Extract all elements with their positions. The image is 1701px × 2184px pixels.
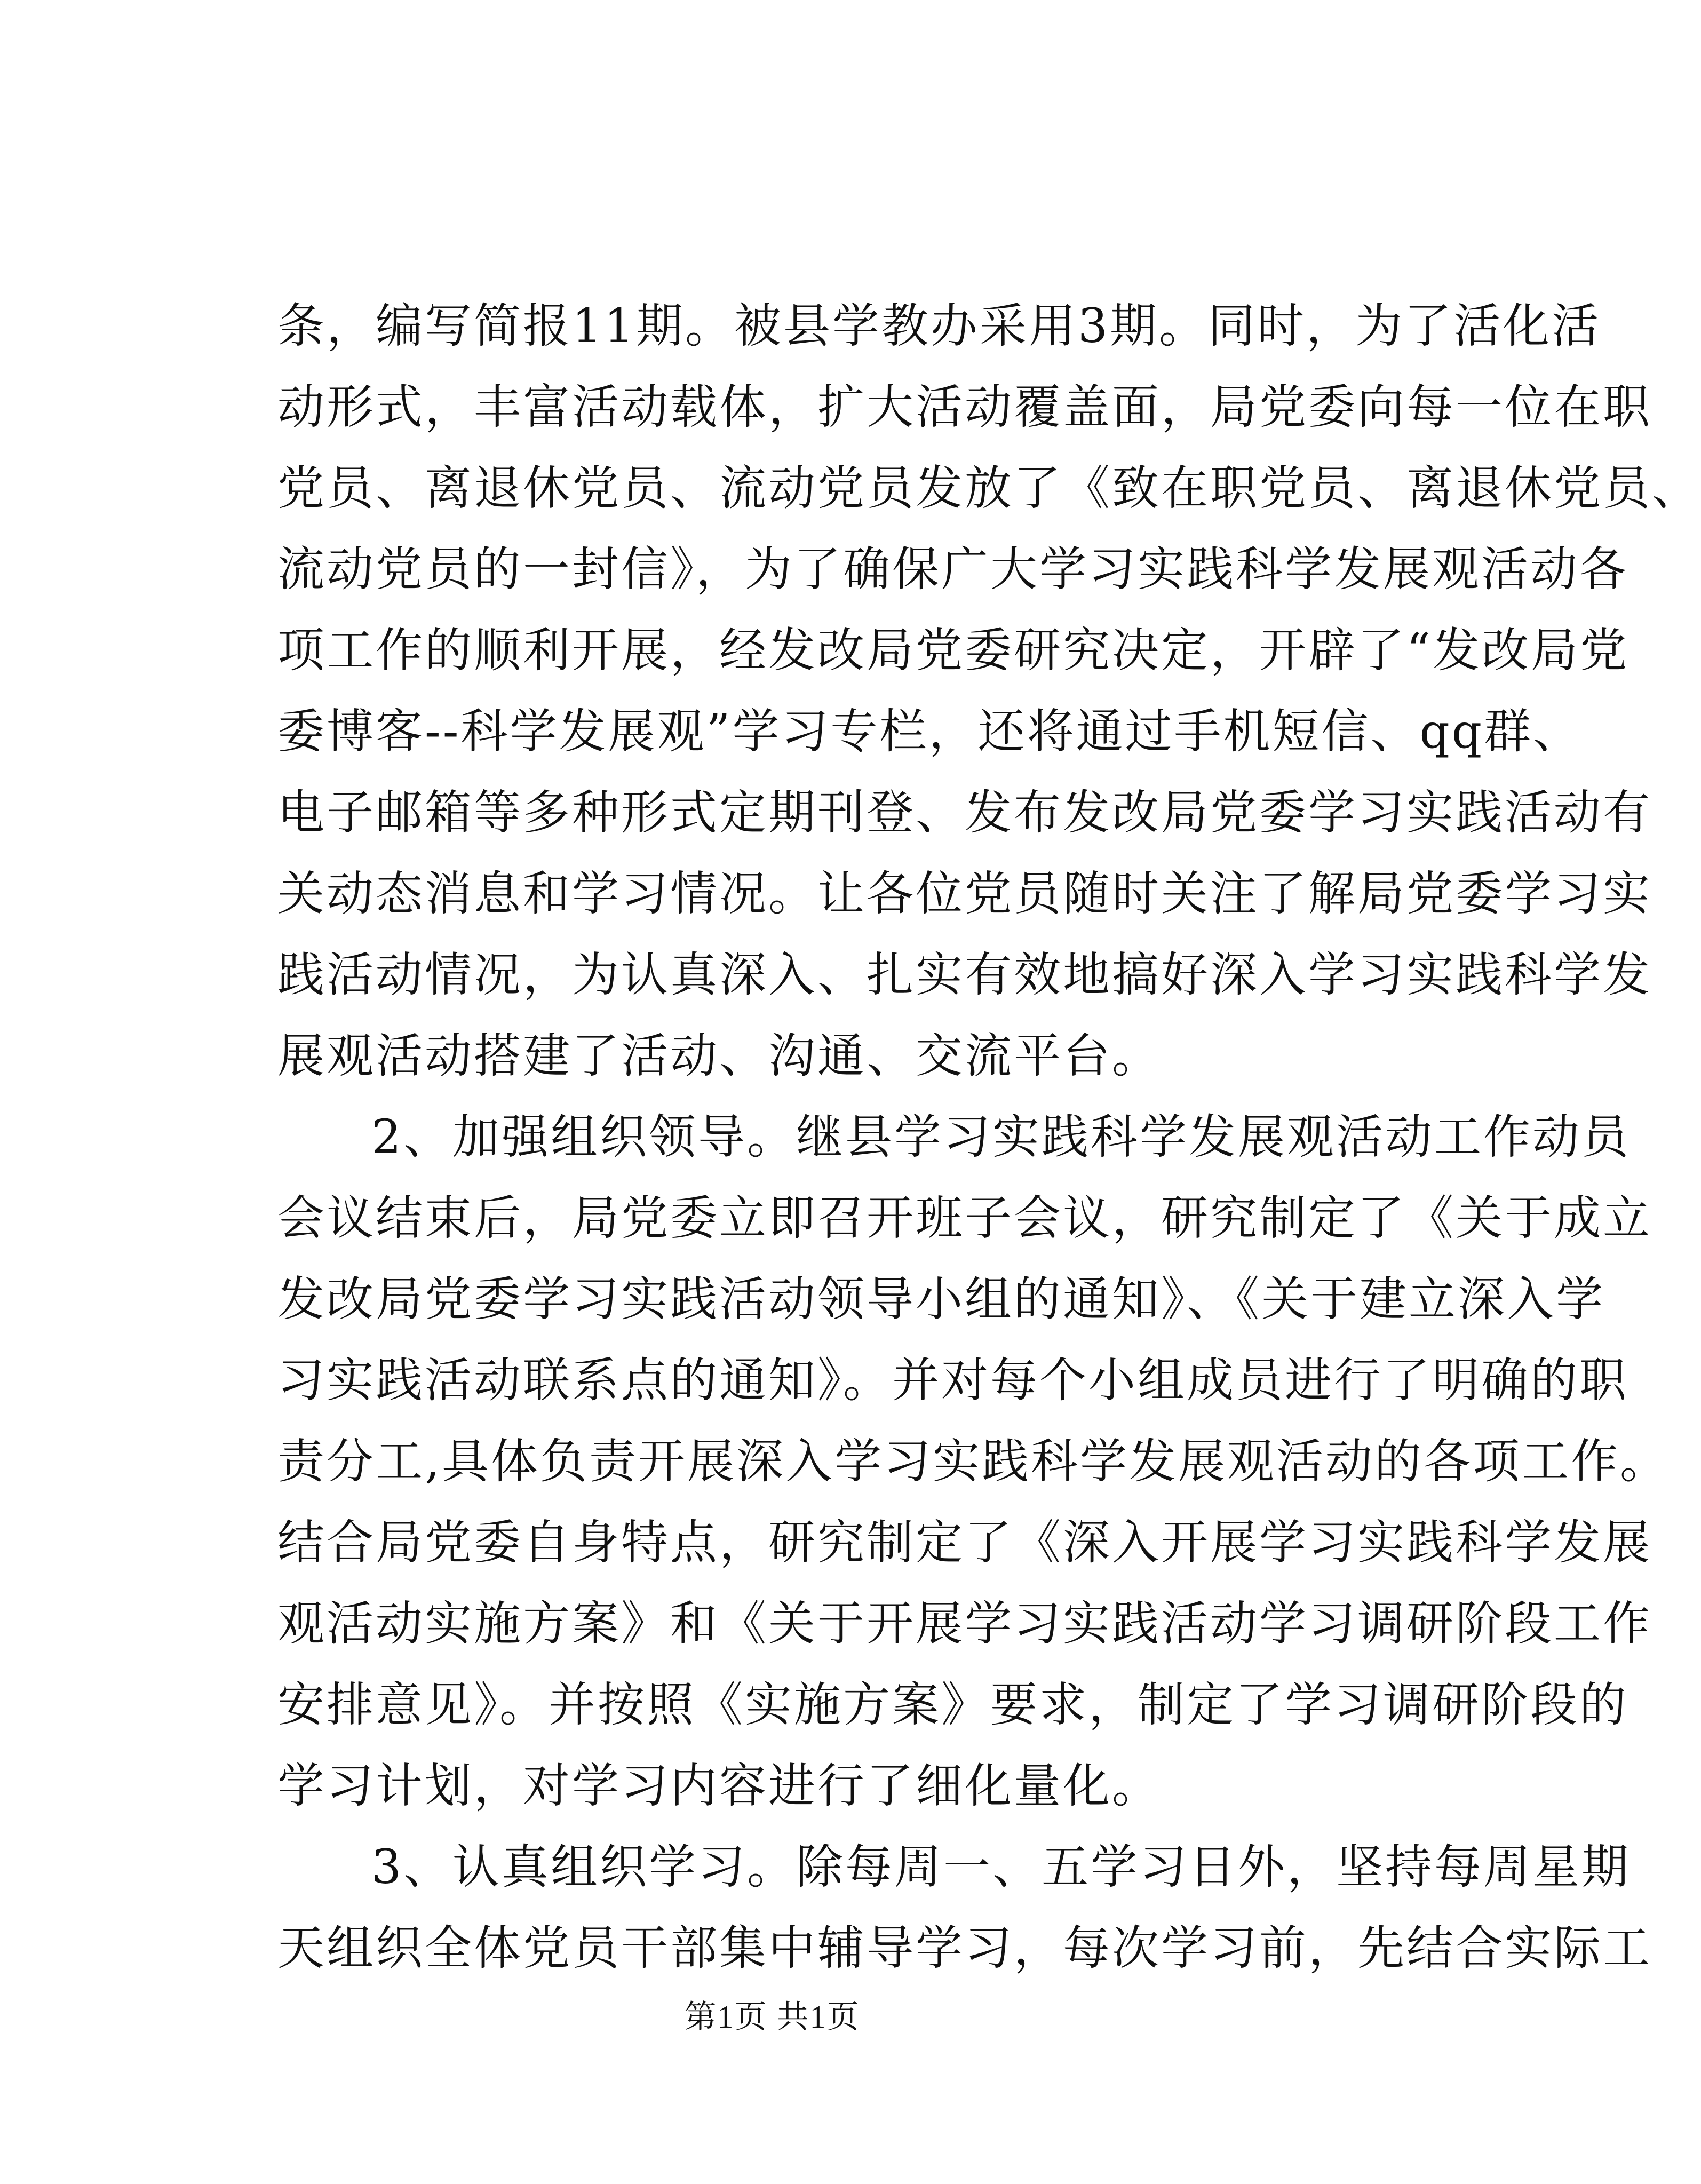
text-line: 条，编写简报11期。被县学教办采用3期。同时，为了活化活 <box>277 298 1601 353</box>
text-line: 践活动情况，为认真深入、扎实有效地搞好深入学习实践科学发 <box>277 947 1652 1002</box>
text-line: 安排意见》。并按照《实施方案》要求，制定了学习调研阶段的 <box>277 1677 1629 1732</box>
text-line: 会议结束后，局党委立即召开班子会议，研究制定了《关于成立 <box>277 1190 1652 1245</box>
text-line: 委博客--科学发展观”学习专栏，还将通过手机短信、qq群、 <box>277 704 1583 759</box>
text-line: 关动态消息和学习情况。让各位党员随时关注了解局党委学习实 <box>277 866 1652 921</box>
page-footer: 第1页 共1页 <box>684 1999 860 2035</box>
text-line: 动形式，丰富活动载体，扩大活动覆盖面，局党委向每一位在职 <box>277 379 1652 434</box>
text-line: 电子邮箱等多种形式定期刊登、发布发改局党委学习实践活动有 <box>277 785 1652 840</box>
paragraph-start-line: 3、认真组织学习。除每周一、五学习日外，坚持每周星期 <box>371 1839 1631 1894</box>
text-line: 项工作的顺利开展，经发改局党委研究决定，开辟了“发改局党 <box>277 623 1629 678</box>
text-line: 党员、离退休党员、流动党员发放了《致在职党员、离退休党员、 <box>277 460 1701 515</box>
text-line: 责分工,具体负责开展深入学习实践科学发展观活动的各项工作。 <box>277 1434 1669 1489</box>
text-line: 结合局党委自身特点，研究制定了《深入开展学习实践科学发展 <box>277 1515 1652 1570</box>
text-line: 发改局党委学习实践活动领导小组的通知》、《关于建立深入学 <box>277 1272 1605 1327</box>
text-line: 观活动实施方案》和《关于开展学习实践活动学习调研阶段工作 <box>277 1596 1652 1651</box>
text-line: 学习计划，对学习内容进行了细化量化。 <box>277 1758 1162 1813</box>
document-body <box>277 285 1701 1989</box>
text-line: 习实践活动联系点的通知》。并对每个小组成员进行了明确的职 <box>277 1353 1629 1408</box>
text-line: 天组织全体党员干部集中辅导学习，每次学习前，先结合实际工 <box>277 1920 1652 1975</box>
text-line: 展观活动搭建了活动、沟通、交流平台。 <box>277 1028 1162 1083</box>
text-line: 流动党员的一封信》，为了确保广大学习实践科学发展观活动各 <box>277 542 1629 597</box>
paragraph-start-line: 2、加强组织领导。继县学习实践科学发展观活动工作动员 <box>371 1109 1631 1164</box>
